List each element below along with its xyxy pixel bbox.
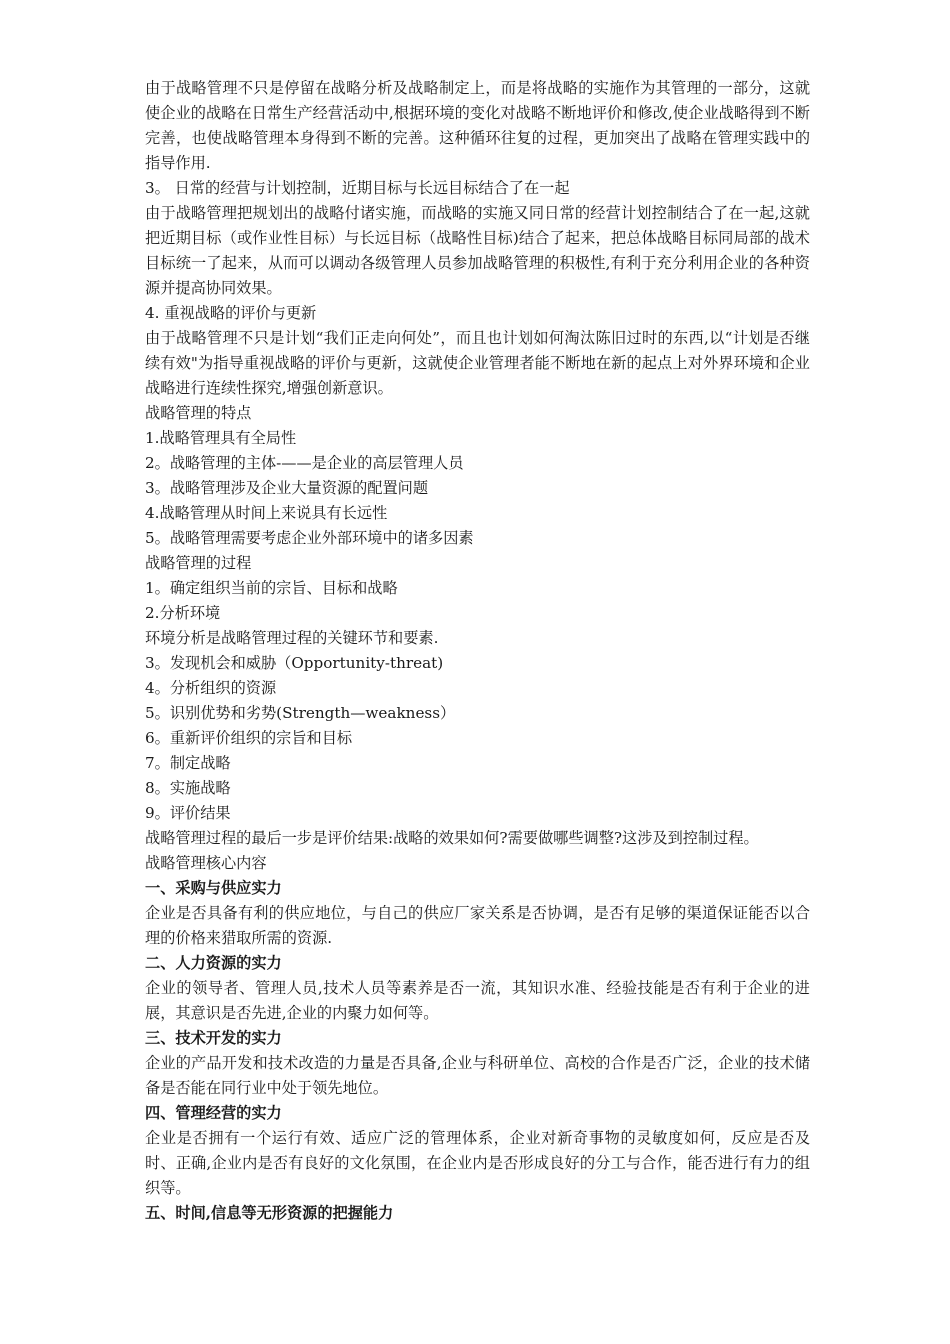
list-item: 7。制定战略 xyxy=(145,754,231,772)
paragraph: 企业是否具备有利的供应地位，与自己的供应厂家关系是否协调，是否有足够的渠道保证能否以合理的价格来猎取所需的资源. xyxy=(145,904,810,947)
document-body xyxy=(145,76,810,1226)
list-item: 1.战略管理具有全局性 xyxy=(145,429,297,447)
bold-heading: 五、时间,信息等无形资源的把握能力 xyxy=(145,1204,394,1222)
list-item: 1。确定组织当前的宗旨、目标和战略 xyxy=(145,579,398,597)
list-item: 3。 日常的经营与计划控制，近期目标与长远目标结合了在一起 xyxy=(145,179,570,197)
list-item: 6。重新评价组织的宗旨和目标 xyxy=(145,729,353,747)
list-item: 2。战略管理的主体-——是企业的高层管理人员 xyxy=(145,454,464,472)
bold-heading: 二、人力资源的实力 xyxy=(145,954,282,972)
bold-heading: 一、采购与供应实力 xyxy=(145,879,282,897)
list-item: 4。分析组织的资源 xyxy=(145,679,277,697)
list-item: 2.分析环境 xyxy=(145,604,221,622)
bold-heading: 四、管理经营的实力 xyxy=(145,1104,282,1122)
paragraph: 由于战略管理把规划出的战略付诸实施，而战略的实施又同日常的经营计划控制结合了在一起,这就把近期目标（或作业性目标）与长远目标（战略性目标)结合了起来，把总体战略目标同局部的战术目标统一了起来，从而可以调动各级管理人员参加战略管理的积极性,有利于充分利用企业的各种资源并提高协同效果。 xyxy=(145,204,810,297)
list-item: 3。战略管理涉及企业大量资源的配置问题 xyxy=(145,479,429,497)
paragraph: 由于战略管理不只是计划“我们正走向何处”，而且也计划如何淘汰陈旧过时的东西,以“计划是否继续有效"为指导重视战略的评价与更新，这就使企业管理者能不断地在新的起点上对外界环境和企业战略进行连续性探究,增强创新意识。 xyxy=(145,329,810,397)
list-item: 4.战略管理从时间上来说具有长远性 xyxy=(145,504,388,522)
list-item: 3。发现机会和威胁（Opportunity-threat) xyxy=(145,654,444,672)
list-item: 5。识别优势和劣势(Strength—weakness） xyxy=(145,704,456,722)
section-heading: 战略管理的过程 xyxy=(145,554,252,572)
text-line: 战略管理过程的最后一步是评价结果:战略的效果如何?需要做哪些调整?这涉及到控制过程。 xyxy=(145,829,759,847)
list-item: 8。实施战略 xyxy=(145,779,231,797)
bold-heading: 三、技术开发的实力 xyxy=(145,1029,282,1047)
text-line: 环境分析是战略管理过程的关键环节和要素. xyxy=(145,629,439,647)
list-item: 5。战略管理需要考虑企业外部环境中的诸多因素 xyxy=(145,529,474,547)
paragraph: 企业是否拥有一个运行有效、适应广泛的管理体系，企业对新奇事物的灵敏度如何，反应是否及时、正确,企业内是否有良好的文化氛围，在企业内是否形成良好的分工与合作，能否进行有力的组织等。 xyxy=(145,1129,810,1197)
section-heading: 战略管理核心内容 xyxy=(145,854,267,872)
paragraph: 由于战略管理不只是停留在战略分析及战略制定上，而是将战略的实施作为其管理的一部分，这就使企业的战略在日常生产经营活动中,根据环境的变化对战略不断地评价和修改,使企业战略得到不断完善，也使战略管理本身得到不断的完善。这种循环往复的过程，更加突出了战略在管理实践中的指导作用. xyxy=(145,79,810,172)
list-item: 9。评价结果 xyxy=(145,804,231,822)
section-heading: 战略管理的特点 xyxy=(145,404,252,422)
paragraph: 企业的产品开发和技术改造的力量是否具备,企业与科研单位、高校的合作是否广泛，企业的技术储备是否能在同行业中处于领先地位。 xyxy=(145,1054,810,1097)
paragraph: 企业的领导者、管理人员,技术人员等素养是否一流，其知识水准、经验技能是否有利于企业的进展，其意识是否先进,企业的内聚力如何等。 xyxy=(145,979,810,1022)
list-item: 4. 重视战略的评价与更新 xyxy=(145,304,317,322)
